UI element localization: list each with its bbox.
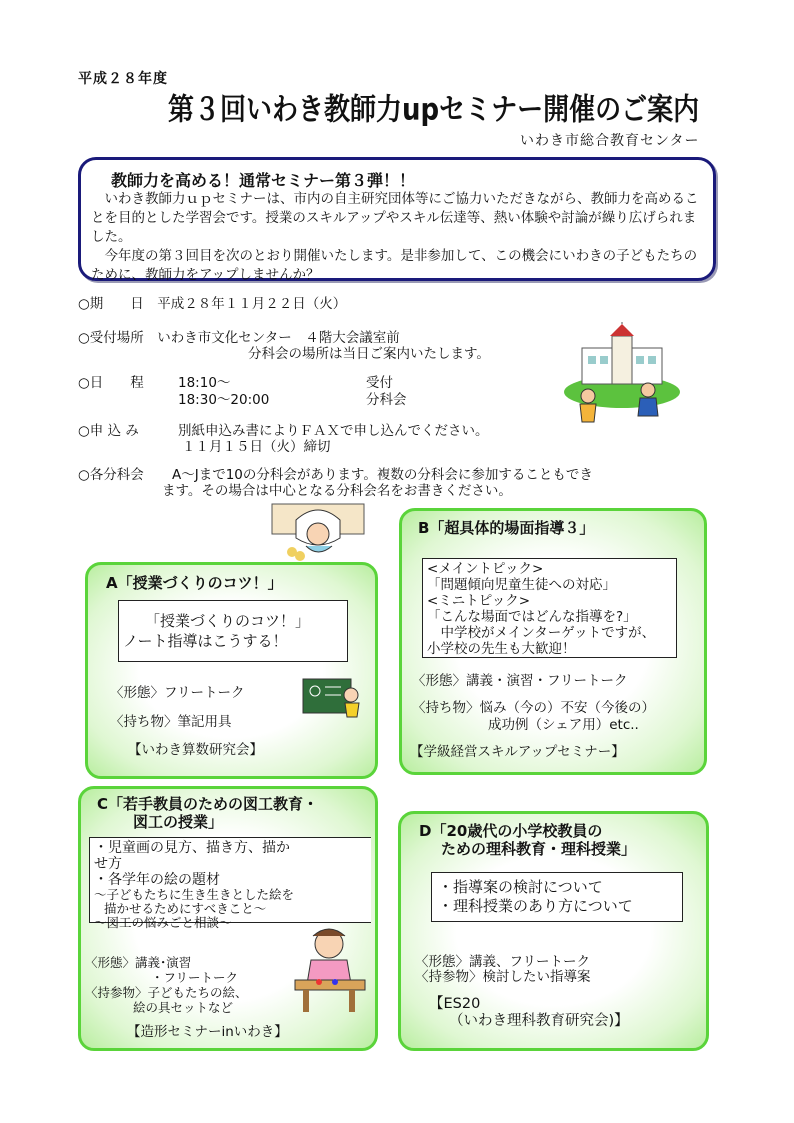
intro-body (91, 190, 709, 285)
intro-heading: 教師力を高める！通常セミナー第３弾！！ (111, 171, 416, 190)
sessions-label: ○各分科会 (78, 467, 144, 483)
session-c-line-6: ～図工の悩みごと相談～ (94, 915, 232, 930)
session-d-title-1: D「20歳代の小学校教員の (419, 822, 603, 840)
session-a-topic-box (118, 600, 348, 662)
session-d-group-1: 【ES20 (429, 996, 481, 1012)
session-b-items-1: 〈持ち物〉悩み（今の）不安（今後の） (412, 700, 655, 716)
schedule-time-2: 18:30～20:00 (178, 392, 270, 408)
session-a-items: 〈持ち物〉筆記用具 (110, 714, 232, 730)
session-b-format: 〈形態〉講義・演習・フリートーク (412, 673, 628, 689)
session-b-line-5: 中学校がメインターゲットですが、 (427, 625, 656, 641)
session-d-line-2: ・理科授業のあり方について (438, 897, 633, 915)
session-c-title-2: 図工の授業」 (133, 813, 224, 831)
session-d-line-1: ・指導案の検討について (438, 878, 603, 896)
sessions-text-2: ます。その場合は中心となる分科会名をお書きください。 (162, 483, 512, 499)
session-c-box (78, 786, 378, 1051)
event-venue: ○受付場所 いわき市文化センター ４階大会議室前 (78, 330, 400, 346)
page-title: 第３回いわき教師力upセミナー開催のご案内 (168, 92, 700, 128)
child-painting-illustration (289, 924, 369, 1016)
intro-paragraph-2: 今年度の第３回目を次のとおり開催いたします。是非参加して、この機会にいわきの子どもたちのために、教師力をアップしませんか？ (91, 248, 698, 283)
session-b-group: 【学級経営スキルアップセミナー】 (410, 744, 625, 760)
session-a-box (85, 562, 378, 779)
session-c-group: 【造形セミナーinいわき】 (127, 1024, 288, 1040)
event-date: ○期 日 平成２８年１１月２２日（火） (78, 296, 347, 312)
session-d-items: 〈持参物〉検討したい指導案 (415, 969, 591, 985)
session-c-items-2: 絵の具セットなど (133, 1000, 234, 1015)
school-children-illustration (560, 322, 684, 430)
session-b-line-6: 小学校の先生も大歓迎！ (427, 641, 576, 657)
schedule-time-1: 18:10～ (178, 375, 231, 391)
apply-text: 別紙申込み書によりＦＡＸで申し込んでください。 (178, 423, 489, 439)
fiscal-year: 平成２８年度 (78, 71, 168, 87)
sessions-text-1: A～Jまで10の分科会があります。複数の分科会に参加することもでき (172, 467, 593, 483)
apply-deadline: １１月１５日（火）締切 (182, 439, 331, 455)
venue-note: 分科会の場所は当日ご案内いたします。 (248, 346, 490, 362)
session-d-topic-box (431, 872, 683, 922)
session-b-topic-box (422, 558, 677, 658)
session-b-line-3: <ミニトピック> (427, 593, 531, 609)
session-c-items-1: 〈持参物〉子どもたちの絵、 (85, 985, 248, 1000)
schedule-time-1-label: 受付 (366, 375, 393, 391)
session-c-line-4: ～子どもたちに生き生きとした絵を (94, 887, 295, 902)
session-d-title-2: ための理科教育・理科授業」 (441, 840, 637, 858)
session-a-title: A「授業づくりのコツ！」 (106, 574, 283, 592)
session-a-topic-1: 「授業づくりのコツ！」 (145, 612, 311, 630)
schedule-time-2-label: 分科会 (366, 392, 407, 408)
teacher-illustration (266, 498, 370, 562)
session-b-box (399, 508, 707, 775)
session-c-line-1: ・児童画の見方、描き方、描か (94, 840, 290, 856)
session-c-title-1: C「若手教員のための図工教育・ (97, 795, 319, 813)
session-b-line-1: <メイントピック> (427, 561, 544, 577)
schedule-label: ○日 程 (78, 375, 144, 391)
session-a-topic-2: ノート指導はこうする！ (123, 632, 288, 650)
session-d-format: 〈形態〉講義、フリートーク (415, 954, 590, 970)
apply-label: ○申 込 み (78, 423, 139, 439)
session-c-line-3: ・各学年の絵の題材 (94, 872, 220, 888)
math-teacher-illustration (301, 677, 365, 719)
organizer-name: いわき市総合教育センター (520, 133, 700, 149)
session-d-box (398, 811, 709, 1051)
session-a-format: 〈形態〉フリートーク (110, 685, 245, 701)
session-b-line-4: 「こんな場面ではどんな指導を?」 (427, 609, 637, 625)
intro-box (78, 157, 716, 281)
session-c-topic-box (89, 837, 371, 930)
session-a-group: 【いわき算数研究会】 (128, 742, 263, 758)
session-d-group-2: （いわき理科教育研究会)】 (449, 1013, 629, 1029)
session-c-format-1: 〈形態〉講義･演習 (85, 955, 192, 970)
session-b-title: B「超具体的場面指導３」 (418, 519, 595, 537)
session-c-format-2: ・フリートーク (151, 970, 239, 985)
session-b-line-2: 「問題傾向児童生徒への対応」 (427, 577, 616, 593)
session-b-items-2: 成功例（シェア用）etc.. (488, 717, 639, 733)
session-c-line-5: 描かせるためにすべきこと～ (104, 901, 267, 916)
session-c-line-2: せ方 (94, 856, 122, 872)
intro-paragraph-1: いわき教師力ｕｐセミナーは、市内の自主研究団体等にご協力いただきながら、教師力を高めることを目的とした学習会です。授業のスキルアップやスキル伝達等、熱い体験や討論が繰り広げられました。 (91, 191, 699, 245)
